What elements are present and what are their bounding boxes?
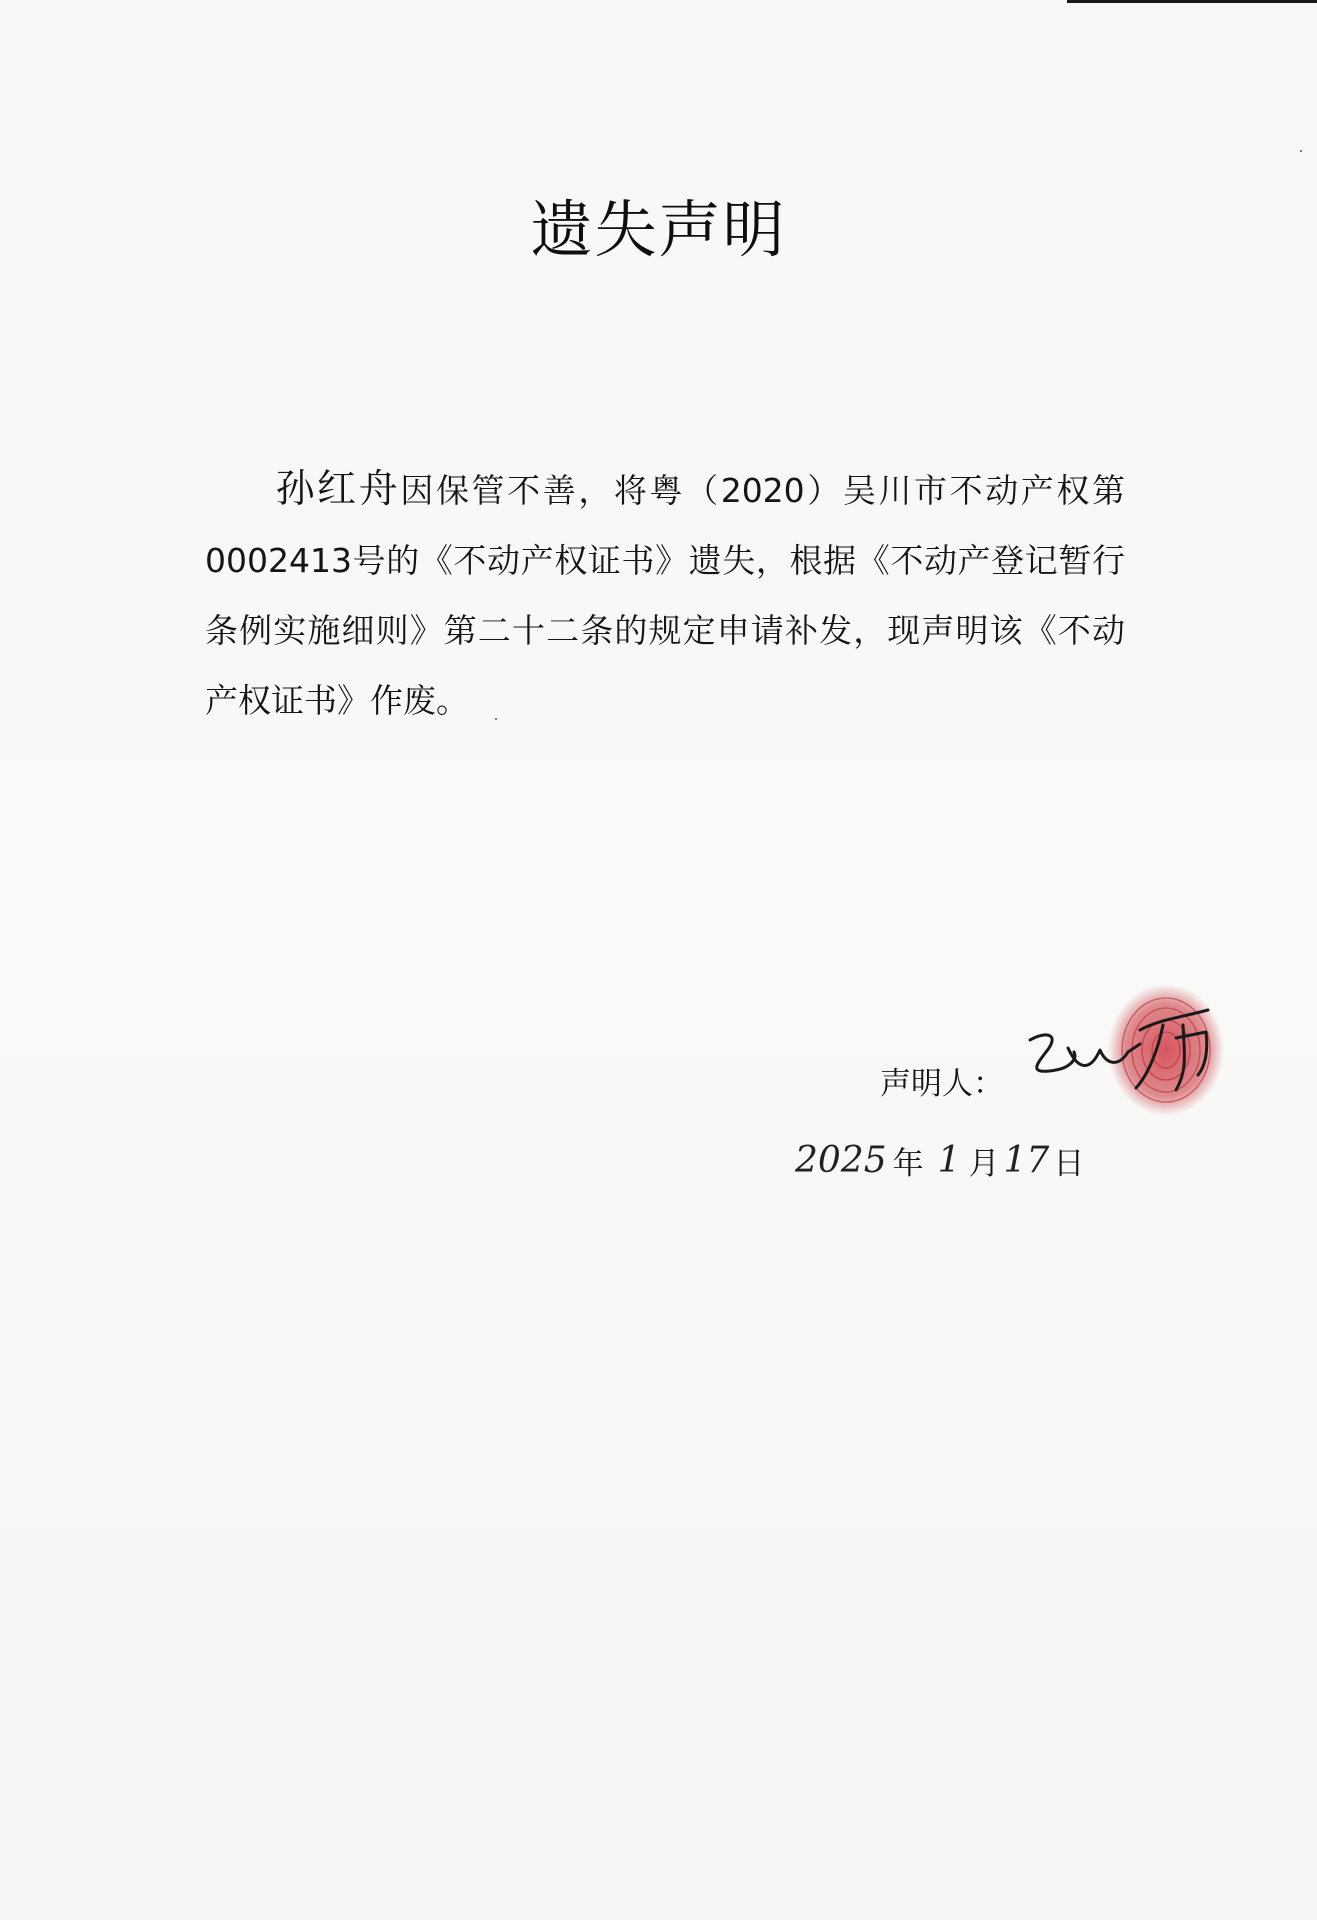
signature-area bbox=[1008, 1010, 1248, 1150]
scan-speck bbox=[1300, 150, 1302, 152]
date-day: 17 bbox=[1003, 1139, 1050, 1181]
date-day-unit: 日 bbox=[1053, 1145, 1085, 1182]
scan-speck bbox=[495, 718, 497, 720]
date-month: 1 bbox=[937, 1139, 961, 1181]
statement-paragraph bbox=[205, 455, 1125, 736]
date-year: 2025 bbox=[795, 1139, 887, 1181]
scan-edge bbox=[1067, 0, 1317, 3]
date-month-unit: 月 bbox=[968, 1145, 1000, 1182]
fingerprint-signature-icon bbox=[1008, 980, 1248, 1130]
signer-row bbox=[880, 1040, 1248, 1120]
statement-text: 因保管不善，将粤（2020）吴川市不动产权第0002413号的《不动产权证书》遗失，根据《不动产登记暂行条例实施细则》第二十二条的规定申请补发，现声明该《不动产权证书》作废。 bbox=[205, 471, 1125, 720]
signature-date bbox=[795, 1130, 1084, 1190]
date-year-unit: 年 bbox=[892, 1145, 924, 1182]
signer-label: 声明人： bbox=[880, 1065, 1004, 1102]
document-title: 遗失声明 bbox=[530, 193, 787, 266]
declarant-name: 孙红舟 bbox=[273, 467, 401, 512]
